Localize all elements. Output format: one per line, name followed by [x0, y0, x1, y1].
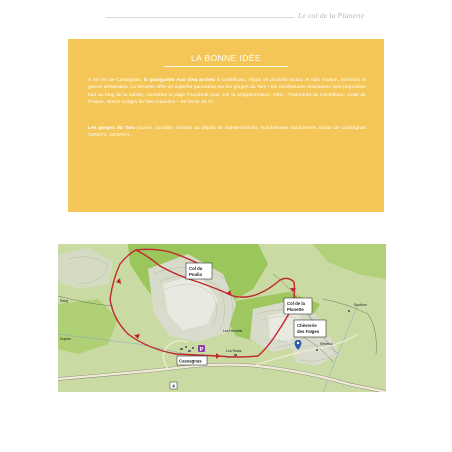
label-duplan: Duplan — [60, 337, 71, 341]
para1-text-after: à Castelbouc, repas de produits locaux et faits maison, boissons et glaces artisanales. La terrasse offre un superbe panorama sur les gorges du Tarn ! De nombreuses animations sont proposées tout au long de la saison, consultez la page Facebook pour voir la programmation. Infos : Panorama de Castelbouc, route de Prades, 48210 Gorges du Tarn Causses – 06 26 04 28 37. — [88, 78, 367, 106]
box-title: LA BONNE IDÉE — [191, 53, 261, 63]
label-southon: Southon — [354, 303, 367, 307]
header-rule — [106, 17, 294, 18]
road-number: 4 — [172, 383, 175, 389]
bonne-idee-box — [68, 39, 384, 212]
svg-text:P: P — [199, 346, 204, 353]
label-col-planette-l1: Col de la — [287, 301, 305, 306]
label-col-poulio-l1: Col du — [189, 266, 203, 271]
hiking-map[interactable] — [58, 244, 386, 392]
para2-bold: Les gorges du Tarn — [88, 126, 136, 131]
para1-bold: la guinguette Aux cinq arches — [143, 78, 215, 83]
label-col-poulio-l2: Poulio — [189, 272, 203, 277]
label-mazeltou: Mézelou — [320, 342, 333, 346]
label-rang: Rang — [60, 299, 69, 303]
box-paragraph-gorges — [88, 125, 366, 140]
label-col-planette-l2: Planette — [287, 307, 304, 312]
parking-icon — [198, 345, 205, 353]
map-canvas — [58, 244, 386, 392]
para1-text-before: À 40 mn de Cassagnas, — [88, 78, 144, 83]
box-title-rule — [164, 66, 288, 67]
label-cassagnas: Cassagnas — [179, 358, 202, 364]
box-paragraph-guinguette — [88, 77, 366, 107]
running-title: Le col de la Planette — [298, 11, 365, 20]
label-cheverie-l2: des Faïges — [297, 329, 320, 334]
label-cheverie-l1: Chèvrerie — [297, 323, 317, 328]
label-les-hermets: Les Hermets — [223, 329, 243, 333]
label-lou-ruats: Lou Ruats — [226, 349, 242, 353]
para2-text-after: (sauvé, sociable, hérissé au départ de Sainte-Enimie). Nombreuses randonnées autour de Cassagnas (GR67/2, GR1R/A)... — [88, 126, 366, 139]
